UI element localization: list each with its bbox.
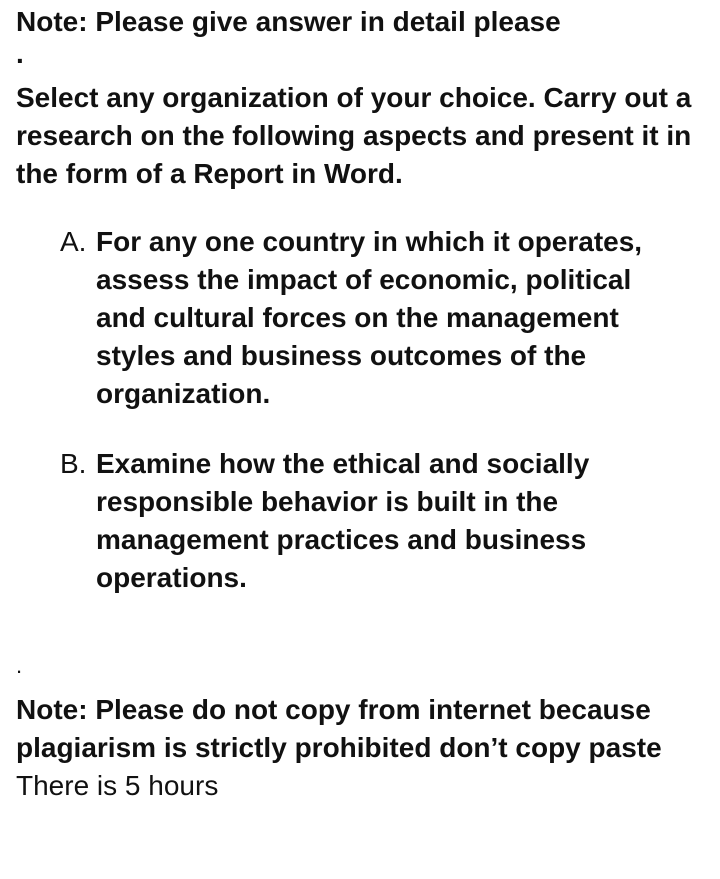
aspects-list: [16, 223, 710, 597]
list-item-text: For any one country in which it operates, assess the impact of economic, political and cultural forces on the management styles and business outcomes of the organization.: [96, 226, 643, 409]
dot-top: .: [16, 38, 24, 69]
spacer: [16, 629, 710, 653]
list-item-b: [16, 445, 710, 597]
list-item-text: Examine how the ethical and socially responsible behavior is built in the management practices and business operations.: [96, 448, 590, 593]
note-top: Note: Please give answer in detail please: [16, 6, 561, 37]
list-marker: A.: [60, 226, 87, 257]
list-item-a: [16, 223, 710, 413]
list-marker: B.: [60, 448, 87, 479]
intro-paragraph: Select any organization of your choice. Carry out a research on the following aspects and present it in the form of a Report in Word.: [16, 82, 692, 189]
time-note: There is 5 hours: [16, 770, 219, 801]
note-bottom: Note: Please do not copy from internet because plagiarism is strictly prohibited don’t copy paste: [16, 694, 662, 763]
dot-bottom: .: [16, 653, 23, 678]
